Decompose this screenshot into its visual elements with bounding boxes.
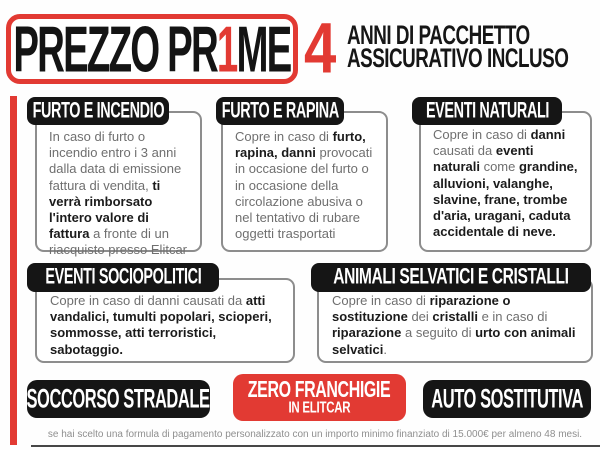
coverage-text-eventi-sociopolitici: Copre in caso di danni causati da atti vandalici, tumulti popolari, scioperi, sommosse, atti terroristici, sabotaggio. bbox=[50, 293, 272, 357]
badge-eventi-naturali-label: EVENTI NATURALI bbox=[425, 98, 549, 123]
badge-furto-rapina-label: FURTO E RAPINA bbox=[221, 98, 339, 123]
badge-auto-sostitutiva-label: AUTO SOSTITUTIVA bbox=[431, 383, 583, 414]
badge-furto-incendio bbox=[27, 97, 169, 125]
coverage-box-furto-rapina bbox=[221, 111, 388, 252]
badge-zero-franchigie bbox=[233, 374, 406, 421]
coverage-text-furto-incendio: In caso di furto o incendio entro i 3 anni dalla data di emissione fattura di vendita, ti verrà rimborsato l'intero valore di fattura a fronte di un riacquisto presso Elitcar bbox=[49, 129, 187, 258]
coverage-text-furto-rapina: Copre in caso di furto, rapina, danni provocati in occasione del furto o in occasione della circolazione abusiva o nel tentativo di rubare oggetti trasportati bbox=[235, 129, 373, 242]
coverage-text-animali-cristalli: Copre in caso di riparazione o sostituzione dei cristalli e in caso di riparazione a seguito di urto con animali selvatici. bbox=[332, 293, 576, 357]
coverage-text-eventi-naturali: Copre in caso di danni causati da eventi naturali come grandine, alluvioni, valanghe, slavine, frane, trombe d'aria, uragani, caduta accidentale di neve. bbox=[433, 127, 578, 240]
zero-franchigie-line1: ZERO FRANCHIGIE bbox=[248, 377, 391, 403]
badge-soccorso-stradale bbox=[27, 380, 210, 418]
zero-franchigie-line2: IN ELITCAR bbox=[288, 398, 351, 417]
subtitle-line-2: ASSICURATIVO INCLUSO bbox=[347, 42, 569, 73]
coverage-box-furto-incendio bbox=[35, 111, 202, 258]
badge-soccorso-stradale-label: SOCCORSO STRADALE bbox=[26, 383, 211, 414]
bottom-divider bbox=[31, 445, 600, 447]
prezzo-prime-frame bbox=[6, 14, 298, 84]
badge-furto-incendio-label: FURTO E INCENDIO bbox=[32, 98, 164, 123]
prezzo-prime-title: PREZZO PR1ME bbox=[13, 12, 291, 86]
badge-auto-sostitutiva bbox=[423, 380, 591, 418]
coverage-box-eventi-naturali bbox=[419, 111, 592, 252]
badge-eventi-sociopolitici bbox=[27, 263, 219, 292]
left-accent-bar bbox=[10, 96, 17, 445]
years-number: 4 bbox=[304, 7, 335, 88]
badge-eventi-sociopolitici-label: EVENTI SOCIOPOLITICI bbox=[44, 264, 202, 290]
subtitle-line-1: ANNI DI PACCHETTO bbox=[347, 19, 530, 50]
badge-eventi-naturali bbox=[412, 97, 562, 125]
badge-animali-cristalli bbox=[311, 263, 591, 292]
badge-furto-rapina bbox=[216, 97, 344, 125]
header-subtitle bbox=[347, 19, 600, 73]
badge-animali-cristalli-label: ANIMALI SELVATICI E CRISTALLI bbox=[333, 264, 569, 290]
financing-disclaimer: se hai scelto una formula di pagamento personalizzato con un importo minimo finanziato di 15.000€ per almeno 48 mesi. bbox=[47, 429, 583, 440]
